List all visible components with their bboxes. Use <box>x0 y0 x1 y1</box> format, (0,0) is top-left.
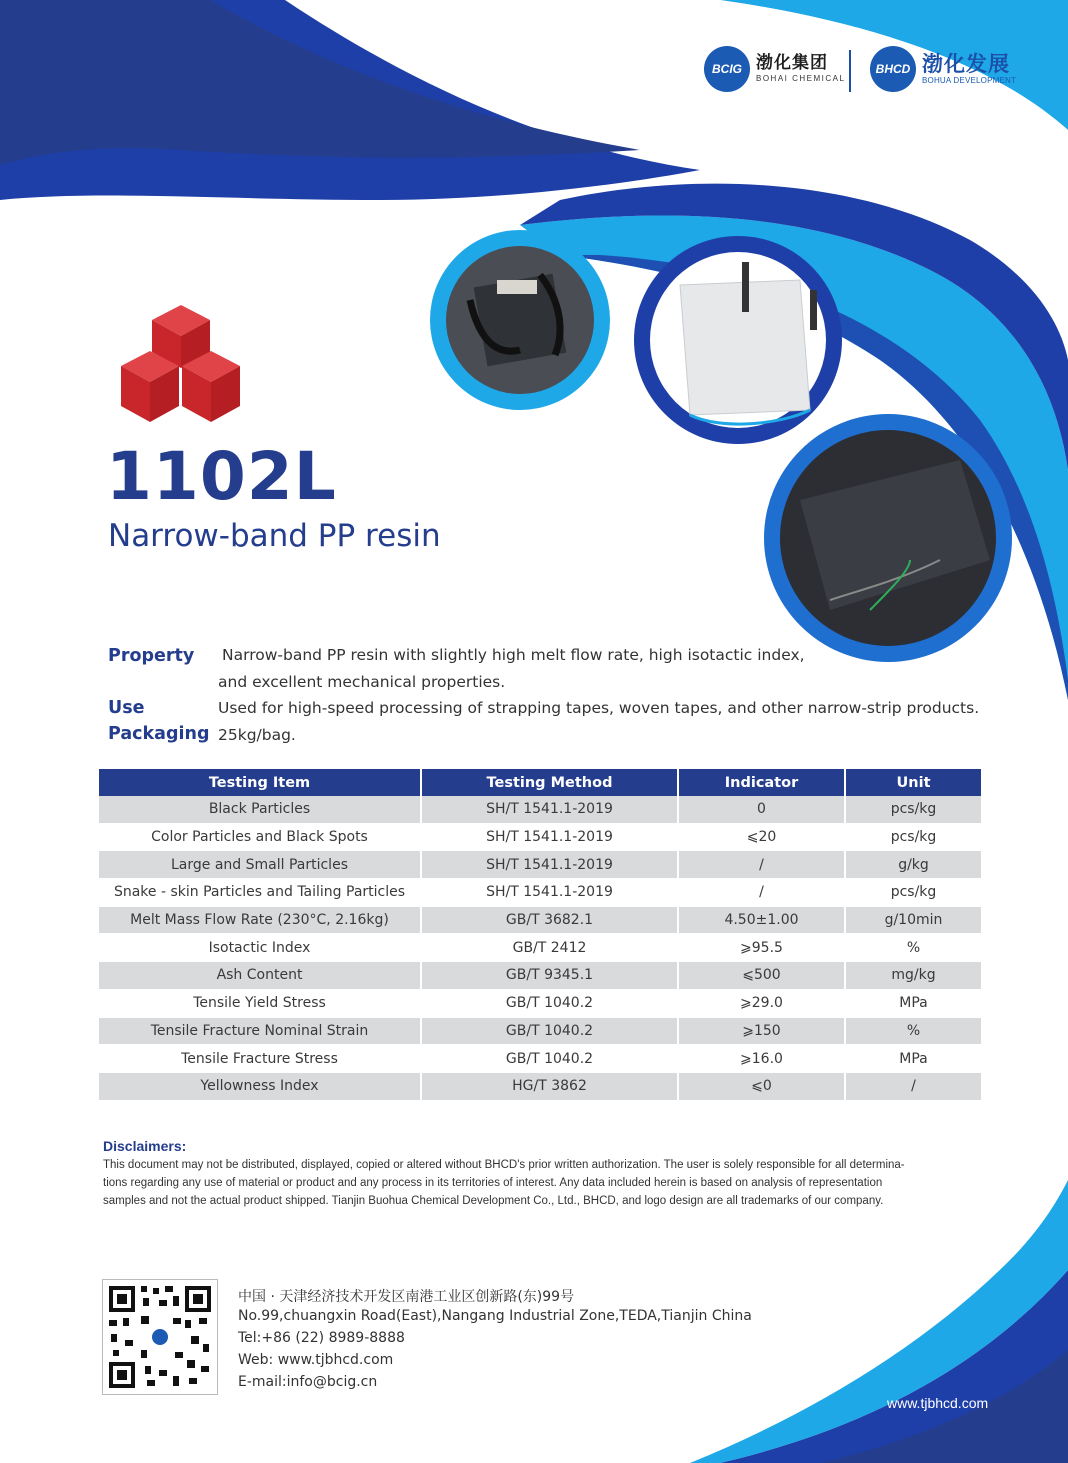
header-testing-method: Testing Method <box>421 769 678 796</box>
cell-unit: mg/kg <box>845 962 981 990</box>
use-text: Used for high-speed processing of strapping tapes, woven tapes, and other narrow-strip products. <box>218 699 980 717</box>
table-row <box>99 1072 981 1100</box>
cell-method: SH/T 1541.1-2019 <box>421 879 678 907</box>
cell-method: GB/T 9345.1 <box>421 962 678 990</box>
qr-code-icon <box>103 1280 217 1394</box>
cell-item: Large and Small Particles <box>99 851 421 879</box>
packaging-text: 25kg/bag. <box>218 726 296 744</box>
cell-item: Color Particles and Black Spots <box>99 823 421 851</box>
photo-circle-white-bag <box>634 236 842 444</box>
photo-circle-black-fabric <box>764 414 1012 662</box>
address-cn: 中国 · 天津经济技术开发区南港工业区创新路(东)99号 <box>238 1289 575 1305</box>
cell-item: Melt Mass Flow Rate (230°C, 2.16kg) <box>99 906 421 934</box>
disclaimer-line2: tions regarding any use of material or product and any process in its territories of interest. Any data included herein is based on analysis of representation <box>103 1177 883 1189</box>
cell-unit: % <box>845 1017 981 1045</box>
table-row <box>99 962 981 990</box>
cell-indicator: 0 <box>678 796 845 823</box>
cell-method: GB/T 3682.1 <box>421 906 678 934</box>
logo-divider <box>849 50 851 92</box>
logo-bohua-development <box>870 46 1016 92</box>
cell-indicator: ⩽0 <box>678 1072 845 1100</box>
cell-method: GB/T 1040.2 <box>421 1045 678 1073</box>
cell-method: GB/T 1040.2 <box>421 989 678 1017</box>
photo-circle-black-bag <box>430 230 610 410</box>
packaging-label: Packaging <box>108 724 210 744</box>
header-testing-item: Testing Item <box>99 769 421 796</box>
property-text-line2: and excellent mechanical properties. <box>218 673 506 691</box>
cell-method: SH/T 1541.1-2019 <box>421 796 678 823</box>
use-label: Use <box>108 698 145 718</box>
cell-unit: / <box>845 1072 981 1100</box>
cell-indicator: ⩾95.5 <box>678 934 845 962</box>
cell-indicator: / <box>678 851 845 879</box>
cell-item: Yellowness Index <box>99 1072 421 1100</box>
cell-item: Tensile Fracture Nominal Strain <box>99 1017 421 1045</box>
table-row <box>99 823 981 851</box>
cell-method: GB/T 1040.2 <box>421 1017 678 1045</box>
cell-item: Black Particles <box>99 796 421 823</box>
logo-bohai-chemical <box>704 46 845 92</box>
cell-unit: % <box>845 934 981 962</box>
product-name: Narrow-band PP resin <box>108 518 441 554</box>
table-row <box>99 1017 981 1045</box>
address-en: No.99,chuangxin Road(East),Nangang Industrial Zone,TEDA,Tianjin China <box>238 1308 752 1324</box>
cell-method: GB/T 2412 <box>421 934 678 962</box>
email-address: E-mail:info@bcig.cn <box>238 1374 378 1390</box>
cell-item: Snake - skin Particles and Tailing Particles <box>99 879 421 907</box>
table-row <box>99 1045 981 1073</box>
product-code: 1102L <box>106 438 337 515</box>
cell-unit: MPa <box>845 1045 981 1073</box>
cell-indicator: ⩾150 <box>678 1017 845 1045</box>
specification-table <box>99 769 981 1101</box>
bcig-logo-icon: BCIG <box>704 46 750 92</box>
cell-item: Tensile Fracture Stress <box>99 1045 421 1073</box>
cell-unit: g/kg <box>845 851 981 879</box>
header-indicator: Indicator <box>678 769 845 796</box>
bhcd-logo-icon: BHCD <box>870 46 916 92</box>
logo-cn-name: 渤化发展 <box>922 51 1010 76</box>
cell-method: HG/T 3862 <box>421 1072 678 1100</box>
logo-en-name: BOHUA DEVELOPMENT <box>922 76 1017 85</box>
cell-unit: MPa <box>845 989 981 1017</box>
table-row <box>99 879 981 907</box>
cell-item: Tensile Yield Stress <box>99 989 421 1017</box>
table-row <box>99 934 981 962</box>
disclaimer-line3: samples and not the actual product shipped. Tianjin Buohua Chemical Development Co., Ltd., BHCD, and logo design are all trademarks of our company. <box>103 1195 884 1207</box>
qr-code <box>102 1279 218 1395</box>
table-row <box>99 989 981 1017</box>
cell-method: SH/T 1541.1-2019 <box>421 851 678 879</box>
cell-indicator: 4.50±1.00 <box>678 906 845 934</box>
cell-unit: pcs/kg <box>845 879 981 907</box>
property-text-line1: Narrow-band PP resin with slightly high melt flow rate, high isotactic index, <box>222 646 805 664</box>
table-row <box>99 906 981 934</box>
cell-indicator: ⩾29.0 <box>678 989 845 1017</box>
disclaimer-line1: This document may not be distributed, displayed, copied or altered without BHCD's prior written authorization. The user is solely responsible for all determina- <box>103 1159 905 1171</box>
cell-indicator: ⩽500 <box>678 962 845 990</box>
cell-item: Isotactic Index <box>99 934 421 962</box>
cube-emblem <box>121 305 240 422</box>
table-header-row <box>99 769 981 796</box>
cell-item: Ash Content <box>99 962 421 990</box>
web-address: Web: www.tjbhcd.com <box>238 1352 394 1368</box>
cell-unit: pcs/kg <box>845 823 981 851</box>
logo-en-name: BOHAI CHEMICAL <box>756 74 846 83</box>
cell-unit: pcs/kg <box>845 796 981 823</box>
table-row <box>99 796 981 823</box>
cell-indicator: / <box>678 879 845 907</box>
disclaimer-title: Disclaimers: <box>103 1138 187 1154</box>
cell-indicator: ⩽20 <box>678 823 845 851</box>
table-row <box>99 851 981 879</box>
header-unit: Unit <box>845 769 981 796</box>
property-label: Property <box>108 646 195 666</box>
cell-method: SH/T 1541.1-2019 <box>421 823 678 851</box>
website-link[interactable]: www.tjbhcd.com <box>887 1395 989 1411</box>
telephone: Tel:+86 (22) 8989-8888 <box>238 1330 405 1346</box>
cell-unit: g/10min <box>845 906 981 934</box>
cell-indicator: ⩾16.0 <box>678 1045 845 1073</box>
logo-cn-name: 渤化集团 <box>756 53 828 73</box>
